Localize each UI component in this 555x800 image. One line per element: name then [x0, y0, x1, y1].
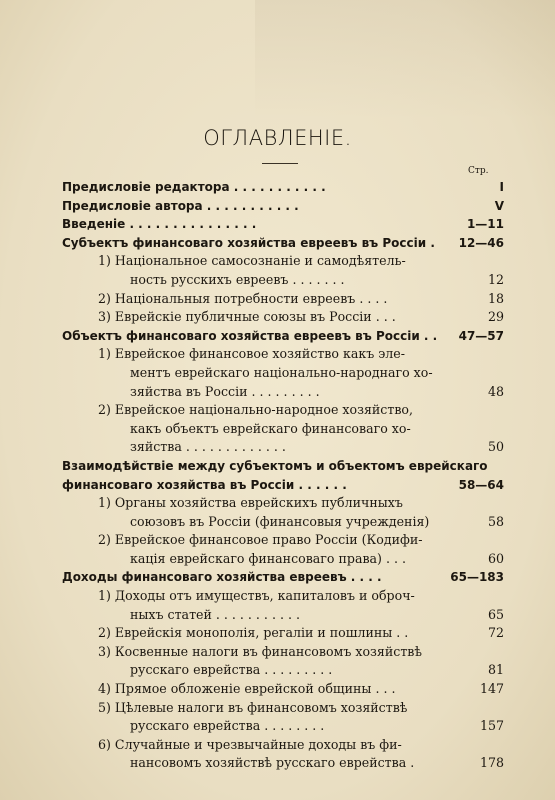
toc-subentry: нансовомъ хозяйствѣ русскаго еврейства . 178: [130, 755, 504, 771]
page-title: ОГЛАВЛЕНIЕ.: [203, 126, 352, 150]
toc-subentry: 1) Доходы отъ имуществъ, капиталовъ и оброч-: [98, 588, 415, 604]
toc-subentry: 3) Косвенные налоги въ финансовомъ хозяйствѣ: [98, 643, 422, 659]
toc-entry: Введеніе . . . . . . . . . . . . . . . 1—11: [62, 217, 504, 232]
show-through-bleed: [255, 0, 555, 120]
toc-subentry: русскаго еврейства . . . . . . . . 157: [130, 718, 504, 734]
toc-subentry: 4) Прямое обложеніе еврейской общины . . . 147: [98, 681, 504, 697]
toc-subentry: ность русскихъ евреевъ . . . . . . . 12: [130, 271, 504, 287]
toc-subentry: 2) Еврейское національно-народное хозяйство,: [98, 402, 414, 418]
toc-subentry: какъ объектъ еврейскаго финансоваго хо-: [130, 420, 411, 436]
toc-entry: Доходы финансоваго хозяйства евреевъ . . . . 65—183: [62, 570, 504, 585]
toc-subentry: русскаго еврейства . . . . . . . . . 81: [130, 662, 504, 678]
toc-subentry: кація еврейскаго финансоваго права) . . . 60: [130, 550, 504, 566]
toc-subentry: ментъ еврейскаго національно-народнаго хо-: [130, 364, 433, 380]
toc-entry: Предисловіе редактора . . . . . . . . . . . I: [62, 180, 504, 194]
toc-subentry: союзовъ въ Россіи (финансовыя учрежденія) 58: [130, 513, 504, 529]
toc-subentry: 2) Еврейское финансовое право Россіи (Кодифи-: [98, 532, 423, 548]
toc-subentry: 1) Еврейское финансовое хозяйство какъ эле-: [98, 346, 406, 362]
title-rule: [262, 163, 298, 164]
toc-entry: Предисловіе автора . . . . . . . . . . . V: [62, 198, 504, 213]
toc-entry: финансоваго хозяйства въ Россіи . . . . . . 58—64: [62, 477, 504, 492]
table-of-contents: [62, 178, 504, 773]
toc-subentry: зяйства . . . . . . . . . . . . . 50: [130, 439, 504, 455]
toc-subentry: 6) Случайные и чрезвычайные доходы въ фи-: [98, 736, 402, 752]
toc-entry: Объектъ финансоваго хозяйства евреевъ въ Россіи . . 47—57: [62, 328, 504, 343]
toc-subentry: зяйства въ Россіи . . . . . . . . . 48: [130, 383, 504, 399]
toc-entry: Взаимодѣйствіе между субъектомъ и объектомъ еврейскаго: [62, 458, 488, 473]
toc-subentry: 2) Еврейскія монополія, регаліи и пошлины . . 72: [98, 625, 504, 641]
toc-subentry: 3) Еврейскіе публичные союзы въ Россіи . . . 29: [98, 309, 504, 325]
toc-subentry: 2) Національныя потребности евреевъ . . . . 18: [98, 290, 504, 306]
toc-entry: Субъектъ финансоваго хозяйства евреевъ въ Россіи . 12—46: [62, 235, 504, 250]
toc-subentry: ныхъ статей . . . . . . . . . . . 65: [130, 606, 504, 622]
toc-subentry: 5) Цѣлевые налоги въ финансовомъ хозяйствѣ: [98, 699, 408, 715]
toc-subentry: 1) Національное самосознаніе и самодѣятель-: [98, 253, 406, 269]
page-column-header: Стр.: [468, 166, 489, 176]
toc-subentry: 1) Органы хозяйства еврейскихъ публичныхъ: [98, 495, 403, 511]
